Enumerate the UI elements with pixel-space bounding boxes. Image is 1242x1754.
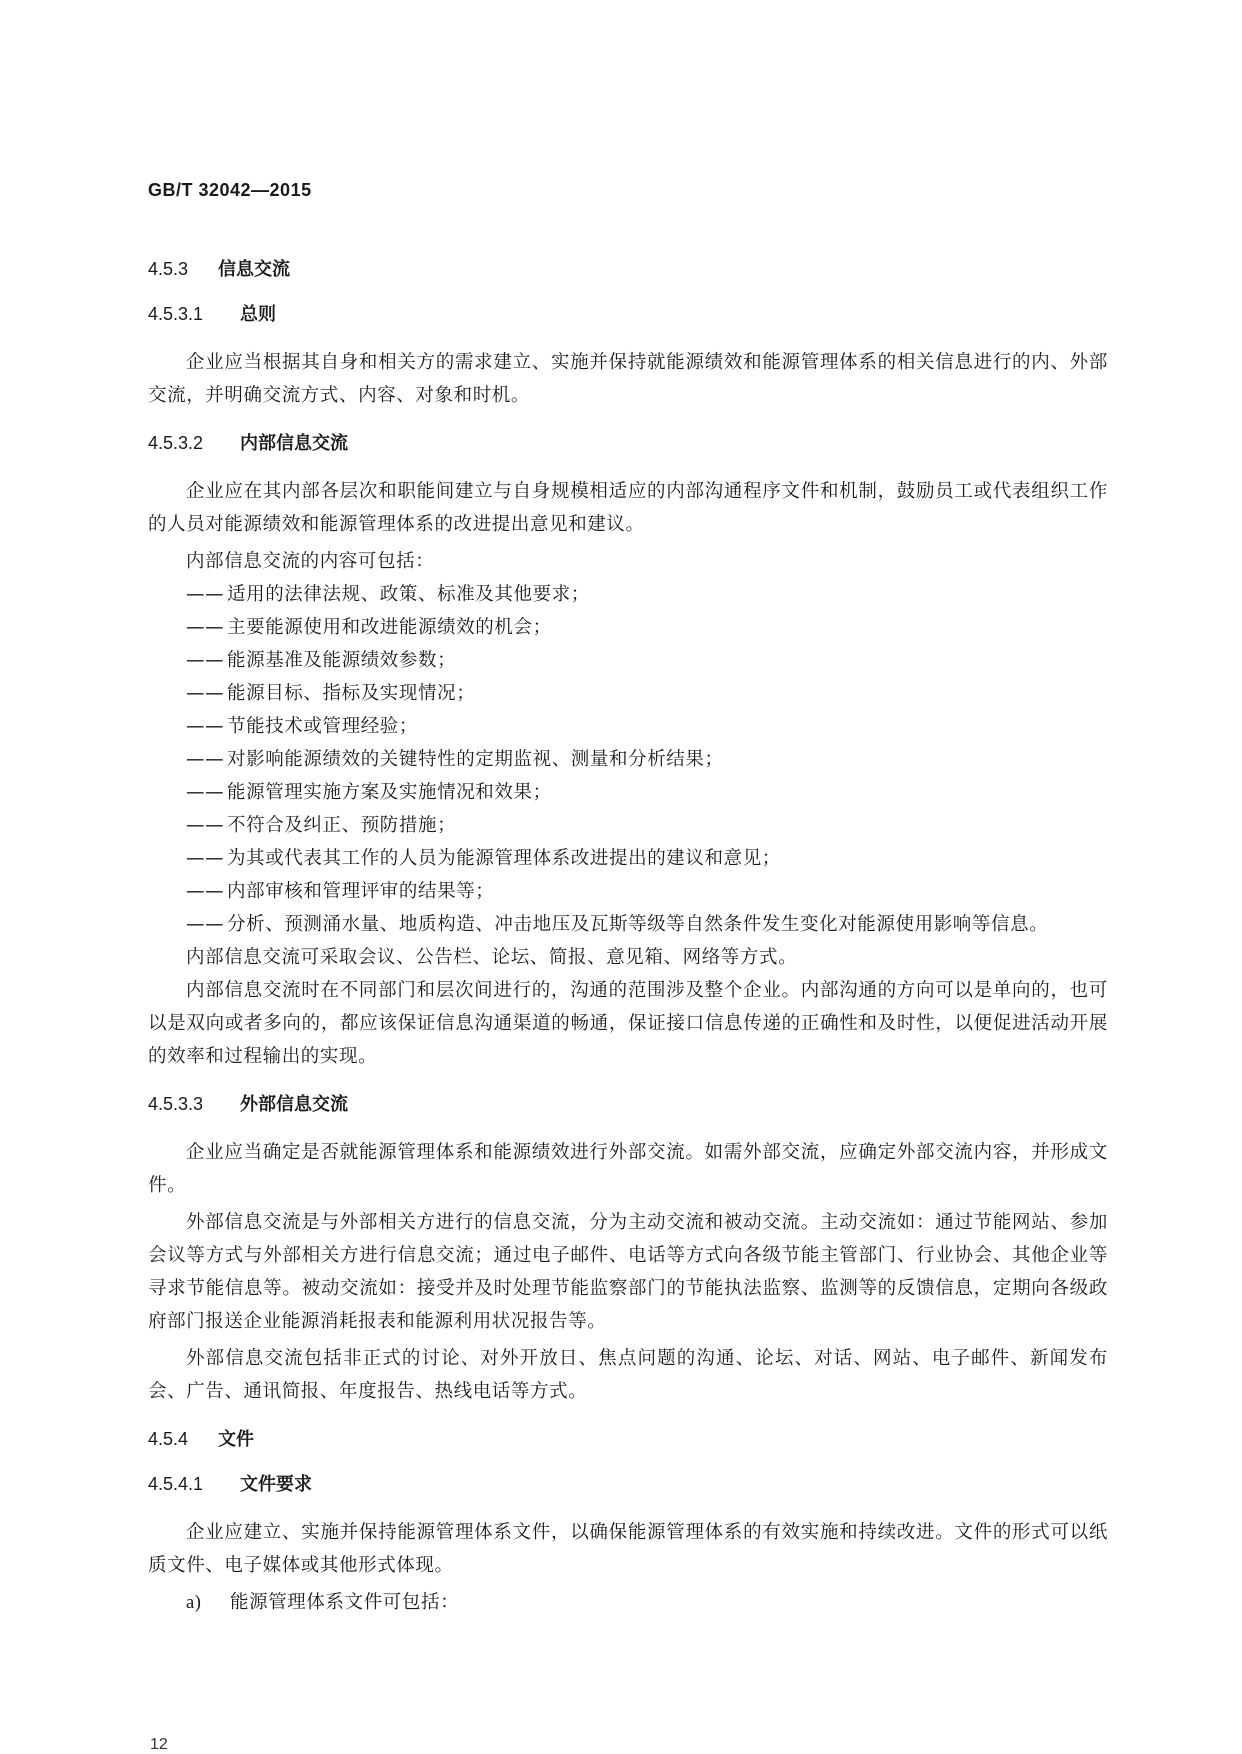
dash-marker: —— (186, 749, 225, 770)
dash-marker: —— (186, 716, 225, 737)
paragraph: 外部信息交流是与外部相关方进行的信息交流，分为主动交流和被动交流。主动交流如：通过节能网站、参加会议等方式与外部相关方进行信息交流；通过电子邮件、电话等方式向各级节能主管部门、行业协会、其他企业等寻求节能信息等。被动交流如：接受并及时处理节能监察部门的节能执法监察、监测等的反馈信息，定期向各级政府部门报送企业能源消耗报表和能源利用状况报告等。 (148, 1212, 1108, 1332)
paragraph: 企业应当根据其自身和相关方的需求建立、实施并保持就能源绩效和能源管理体系的相关信息进行的内、外部交流，并明确交流方式、内容、对象和时机。 (148, 352, 1108, 406)
dash-marker: —— (186, 617, 225, 638)
standard-code: GB/T 32042—2015 (148, 180, 312, 200)
enumerated-item-a (148, 1586, 1108, 1620)
dash-marker: —— (186, 782, 225, 803)
section-number: 4.5.3.3 (148, 1094, 204, 1114)
section-heading-4-5-3-1 (148, 301, 1108, 328)
section-number: 4.5.4 (148, 1429, 189, 1449)
paragraph: 内部信息交流时在不同部门和层次间进行的，沟通的范围涉及整个企业。内部沟通的方向可以是单向的，也可以是双向或者多向的，都应该保证信息沟通渠道的畅通，保证接口信息传递的正确性和及时性，以便促进活动开展的效率和过程输出的实现。 (148, 980, 1108, 1067)
section-number: 4.5.3.2 (148, 433, 204, 453)
dash-marker: —— (186, 650, 225, 671)
section-title: 总则 (240, 304, 276, 325)
section-title: 文件 (218, 1429, 254, 1450)
section-heading-4-5-3-3 (148, 1091, 1108, 1118)
page-number: 12 (150, 1736, 168, 1753)
section-heading-4-5-3 (148, 256, 1108, 283)
paragraph: 企业应当确定是否就能源管理体系和能源绩效进行外部交流。如需外部交流，应确定外部交流内容，并形成文件。 (148, 1142, 1108, 1196)
section-heading-4-5-4 (148, 1426, 1108, 1453)
section-heading-4-5-3-2 (148, 430, 1108, 457)
internal-communication-list (148, 578, 1108, 941)
section-title: 文件要求 (240, 1474, 312, 1495)
section-number: 4.5.3.1 (148, 304, 204, 324)
list-item: —— 能源目标、指标及实现情况； (148, 677, 1108, 710)
section-number: 4.5.4.1 (148, 1474, 204, 1494)
dash-marker: —— (186, 584, 225, 605)
dash-marker: —— (186, 815, 225, 836)
list-item: —— 主要能源使用和改进能源绩效的机会； (148, 611, 1108, 644)
list-item: —— 内部审核和管理评审的结果等； (148, 875, 1108, 908)
document-body (148, 256, 1108, 1620)
dash-marker: —— (186, 881, 225, 902)
dash-marker: —— (186, 914, 225, 935)
list-item: —— 不符合及纠正、预防措施； (148, 809, 1108, 842)
enumeration-text: 能源管理体系文件可包括： (230, 1592, 460, 1613)
section-number: 4.5.3 (148, 259, 189, 279)
paragraph: 企业应在其内部各层次和职能间建立与自身规模相适应的内部沟通程序文件和机制，鼓励员工或代表组织工作的人员对能源绩效和能源管理体系的改进提出意见和建议。 (148, 481, 1108, 535)
list-item: —— 对影响能源绩效的关键特性的定期监视、测量和分析结果； (148, 743, 1108, 776)
dash-marker: —— (186, 683, 225, 704)
list-item: —— 为其或代表其工作的人员为能源管理体系改进提出的建议和意见； (148, 842, 1108, 875)
section-title: 内部信息交流 (240, 433, 348, 454)
section-title: 外部信息交流 (240, 1094, 348, 1115)
paragraph: 内部信息交流可采取会议、公告栏、论坛、简报、意见箱、网络等方式。 (186, 947, 798, 968)
list-item: —— 节能技术或管理经验； (148, 710, 1108, 743)
enumeration-label: a) (186, 1593, 202, 1613)
section-title: 信息交流 (218, 259, 290, 280)
paragraph: 企业应建立、实施并保持能源管理体系文件，以确保能源管理体系的有效实施和持续改进。文件的形式可以纸质文件、电子媒体或其他形式体现。 (148, 1522, 1108, 1576)
list-item: —— 分析、预测涌水量、地质构造、冲击地压及瓦斯等级等自然条件发生变化对能源使用影响等信息。 (148, 908, 1108, 941)
list-item: —— 能源基准及能源绩效参数； (148, 644, 1108, 677)
section-heading-4-5-4-1 (148, 1471, 1108, 1498)
paragraph: 外部信息交流包括非正式的讨论、对外开放日、焦点问题的沟通、论坛、对话、网站、电子邮件、新闻发布会、广告、通讯简报、年度报告、热线电话等方式。 (148, 1348, 1108, 1402)
dash-marker: —— (186, 848, 225, 869)
list-intro: 内部信息交流的内容可包括： (186, 551, 435, 572)
list-item: —— 能源管理实施方案及实施情况和效果； (148, 776, 1108, 809)
list-item: —— 适用的法律法规、政策、标准及其他要求； (148, 578, 1108, 611)
